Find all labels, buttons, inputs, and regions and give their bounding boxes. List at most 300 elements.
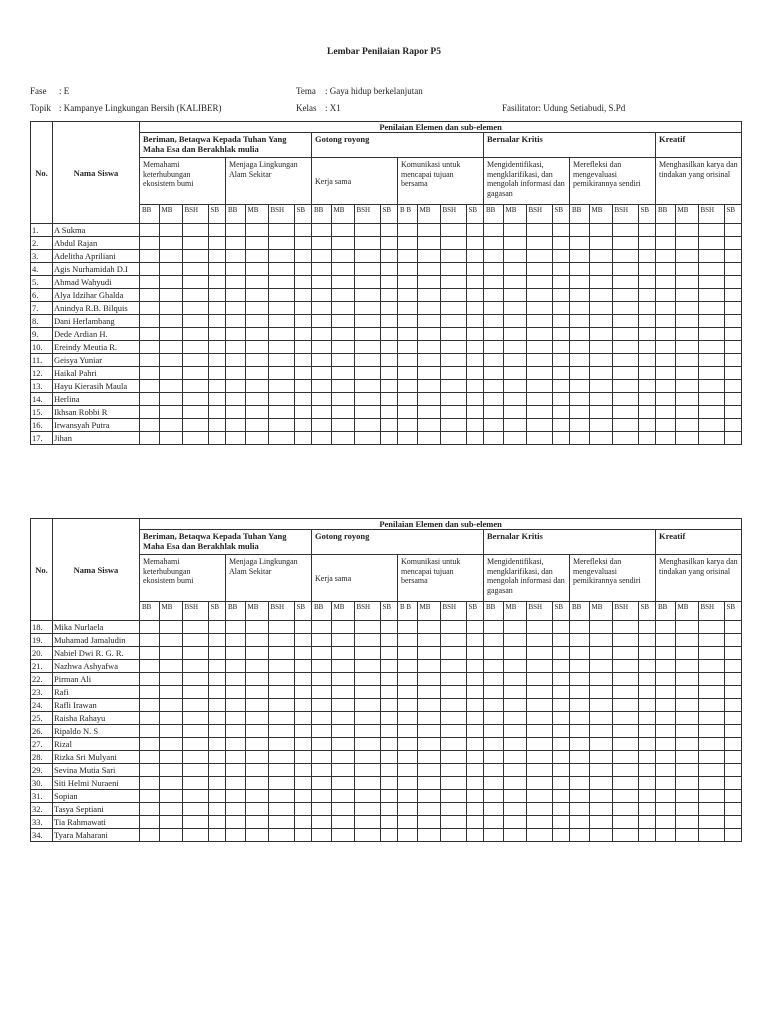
score-cell[interactable] [140, 712, 160, 725]
score-cell[interactable] [724, 289, 742, 302]
score-cell[interactable] [656, 777, 676, 790]
score-cell[interactable] [140, 816, 160, 829]
score-cell[interactable] [331, 419, 354, 432]
score-cell[interactable] [182, 237, 208, 250]
score-cell[interactable] [398, 634, 418, 647]
score-cell[interactable] [182, 432, 208, 445]
score-cell[interactable] [526, 289, 552, 302]
score-cell[interactable] [698, 406, 724, 419]
score-cell[interactable] [354, 725, 380, 738]
score-cell[interactable] [589, 712, 612, 725]
score-cell[interactable] [268, 725, 294, 738]
score-cell[interactable] [552, 380, 570, 393]
score-cell[interactable] [589, 302, 612, 315]
score-cell[interactable] [638, 816, 656, 829]
score-cell[interactable] [140, 276, 160, 289]
score-cell[interactable] [294, 237, 312, 250]
score-cell[interactable] [724, 237, 742, 250]
score-cell[interactable] [354, 790, 380, 803]
score-cell[interactable] [503, 712, 526, 725]
score-cell[interactable] [159, 699, 182, 712]
score-cell[interactable] [208, 751, 226, 764]
score-cell[interactable] [638, 738, 656, 751]
score-cell[interactable] [398, 328, 418, 341]
score-cell[interactable] [159, 686, 182, 699]
score-cell[interactable] [675, 367, 698, 380]
score-cell[interactable] [638, 751, 656, 764]
score-cell[interactable] [182, 315, 208, 328]
score-cell[interactable] [589, 803, 612, 816]
score-cell[interactable] [398, 419, 418, 432]
score-cell[interactable] [484, 751, 504, 764]
score-cell[interactable] [294, 634, 312, 647]
score-cell[interactable] [417, 660, 440, 673]
score-cell[interactable] [331, 315, 354, 328]
score-cell[interactable] [417, 712, 440, 725]
score-cell[interactable] [612, 673, 638, 686]
score-cell[interactable] [159, 751, 182, 764]
score-cell[interactable] [503, 738, 526, 751]
score-cell[interactable] [331, 790, 354, 803]
score-cell[interactable] [294, 328, 312, 341]
score-cell[interactable] [656, 315, 676, 328]
score-cell[interactable] [570, 263, 590, 276]
score-cell[interactable] [268, 738, 294, 751]
score-cell[interactable] [484, 621, 504, 634]
score-cell[interactable] [380, 699, 398, 712]
score-cell[interactable] [440, 302, 466, 315]
score-cell[interactable] [724, 354, 742, 367]
score-cell[interactable] [159, 790, 182, 803]
score-cell[interactable] [698, 673, 724, 686]
score-cell[interactable] [570, 634, 590, 647]
score-cell[interactable] [570, 419, 590, 432]
score-cell[interactable] [552, 764, 570, 777]
score-cell[interactable] [398, 380, 418, 393]
score-cell[interactable] [245, 660, 268, 673]
score-cell[interactable] [417, 790, 440, 803]
score-cell[interactable] [331, 367, 354, 380]
score-cell[interactable] [698, 276, 724, 289]
score-cell[interactable] [612, 276, 638, 289]
score-cell[interactable] [503, 328, 526, 341]
score-cell[interactable] [484, 816, 504, 829]
score-cell[interactable] [140, 432, 160, 445]
score-cell[interactable] [589, 764, 612, 777]
score-cell[interactable] [208, 816, 226, 829]
score-cell[interactable] [503, 790, 526, 803]
score-cell[interactable] [268, 751, 294, 764]
score-cell[interactable] [268, 419, 294, 432]
score-cell[interactable] [656, 289, 676, 302]
score-cell[interactable] [140, 315, 160, 328]
score-cell[interactable] [182, 725, 208, 738]
score-cell[interactable] [466, 777, 484, 790]
score-cell[interactable] [724, 302, 742, 315]
score-cell[interactable] [331, 673, 354, 686]
score-cell[interactable] [484, 712, 504, 725]
score-cell[interactable] [417, 224, 440, 237]
score-cell[interactable] [466, 790, 484, 803]
score-cell[interactable] [656, 621, 676, 634]
score-cell[interactable] [312, 777, 332, 790]
score-cell[interactable] [312, 725, 332, 738]
score-cell[interactable] [331, 764, 354, 777]
score-cell[interactable] [268, 816, 294, 829]
score-cell[interactable] [675, 712, 698, 725]
score-cell[interactable] [675, 289, 698, 302]
score-cell[interactable] [612, 315, 638, 328]
score-cell[interactable] [589, 751, 612, 764]
score-cell[interactable] [552, 315, 570, 328]
score-cell[interactable] [294, 764, 312, 777]
score-cell[interactable] [503, 816, 526, 829]
score-cell[interactable] [440, 289, 466, 302]
score-cell[interactable] [656, 829, 676, 842]
score-cell[interactable] [638, 634, 656, 647]
score-cell[interactable] [466, 393, 484, 406]
score-cell[interactable] [354, 829, 380, 842]
score-cell[interactable] [484, 829, 504, 842]
score-cell[interactable] [331, 328, 354, 341]
score-cell[interactable] [312, 751, 332, 764]
score-cell[interactable] [466, 354, 484, 367]
score-cell[interactable] [698, 621, 724, 634]
score-cell[interactable] [208, 647, 226, 660]
score-cell[interactable] [354, 276, 380, 289]
score-cell[interactable] [294, 393, 312, 406]
score-cell[interactable] [440, 250, 466, 263]
score-cell[interactable] [656, 380, 676, 393]
score-cell[interactable] [589, 315, 612, 328]
score-cell[interactable] [140, 263, 160, 276]
score-cell[interactable] [675, 725, 698, 738]
score-cell[interactable] [589, 263, 612, 276]
score-cell[interactable] [675, 621, 698, 634]
score-cell[interactable] [226, 354, 246, 367]
score-cell[interactable] [398, 647, 418, 660]
score-cell[interactable] [570, 237, 590, 250]
score-cell[interactable] [503, 647, 526, 660]
score-cell[interactable] [182, 777, 208, 790]
score-cell[interactable] [484, 777, 504, 790]
score-cell[interactable] [398, 354, 418, 367]
score-cell[interactable] [656, 393, 676, 406]
score-cell[interactable] [398, 673, 418, 686]
score-cell[interactable] [208, 367, 226, 380]
score-cell[interactable] [552, 647, 570, 660]
score-cell[interactable] [208, 419, 226, 432]
score-cell[interactable] [331, 712, 354, 725]
score-cell[interactable] [503, 367, 526, 380]
score-cell[interactable] [675, 660, 698, 673]
score-cell[interactable] [398, 712, 418, 725]
score-cell[interactable] [294, 432, 312, 445]
score-cell[interactable] [140, 699, 160, 712]
score-cell[interactable] [417, 237, 440, 250]
score-cell[interactable] [612, 686, 638, 699]
score-cell[interactable] [675, 315, 698, 328]
score-cell[interactable] [466, 419, 484, 432]
score-cell[interactable] [484, 419, 504, 432]
score-cell[interactable] [675, 634, 698, 647]
score-cell[interactable] [417, 393, 440, 406]
score-cell[interactable] [526, 712, 552, 725]
score-cell[interactable] [354, 699, 380, 712]
score-cell[interactable] [589, 432, 612, 445]
score-cell[interactable] [570, 647, 590, 660]
score-cell[interactable] [417, 673, 440, 686]
score-cell[interactable] [208, 621, 226, 634]
score-cell[interactable] [612, 738, 638, 751]
score-cell[interactable] [675, 790, 698, 803]
score-cell[interactable] [638, 315, 656, 328]
score-cell[interactable] [440, 406, 466, 419]
score-cell[interactable] [440, 712, 466, 725]
score-cell[interactable] [245, 406, 268, 419]
score-cell[interactable] [612, 725, 638, 738]
score-cell[interactable] [466, 829, 484, 842]
score-cell[interactable] [417, 315, 440, 328]
score-cell[interactable] [208, 237, 226, 250]
score-cell[interactable] [552, 341, 570, 354]
score-cell[interactable] [484, 289, 504, 302]
score-cell[interactable] [724, 276, 742, 289]
score-cell[interactable] [440, 738, 466, 751]
score-cell[interactable] [159, 289, 182, 302]
score-cell[interactable] [182, 393, 208, 406]
score-cell[interactable] [182, 738, 208, 751]
score-cell[interactable] [503, 725, 526, 738]
score-cell[interactable] [182, 816, 208, 829]
score-cell[interactable] [268, 673, 294, 686]
score-cell[interactable] [552, 699, 570, 712]
score-cell[interactable] [724, 634, 742, 647]
score-cell[interactable] [226, 367, 246, 380]
score-cell[interactable] [268, 699, 294, 712]
score-cell[interactable] [182, 829, 208, 842]
score-cell[interactable] [245, 803, 268, 816]
score-cell[interactable] [484, 250, 504, 263]
score-cell[interactable] [698, 829, 724, 842]
score-cell[interactable] [159, 315, 182, 328]
score-cell[interactable] [724, 393, 742, 406]
score-cell[interactable] [638, 367, 656, 380]
score-cell[interactable] [526, 686, 552, 699]
score-cell[interactable] [698, 328, 724, 341]
score-cell[interactable] [208, 432, 226, 445]
score-cell[interactable] [552, 686, 570, 699]
score-cell[interactable] [675, 328, 698, 341]
score-cell[interactable] [380, 764, 398, 777]
score-cell[interactable] [503, 660, 526, 673]
score-cell[interactable] [354, 686, 380, 699]
score-cell[interactable] [466, 634, 484, 647]
score-cell[interactable] [226, 276, 246, 289]
score-cell[interactable] [294, 660, 312, 673]
score-cell[interactable] [675, 276, 698, 289]
score-cell[interactable] [589, 354, 612, 367]
score-cell[interactable] [724, 432, 742, 445]
score-cell[interactable] [484, 647, 504, 660]
score-cell[interactable] [698, 634, 724, 647]
score-cell[interactable] [140, 367, 160, 380]
score-cell[interactable] [440, 803, 466, 816]
score-cell[interactable] [612, 367, 638, 380]
score-cell[interactable] [208, 725, 226, 738]
score-cell[interactable] [612, 341, 638, 354]
score-cell[interactable] [612, 289, 638, 302]
score-cell[interactable] [503, 751, 526, 764]
score-cell[interactable] [354, 621, 380, 634]
score-cell[interactable] [440, 816, 466, 829]
score-cell[interactable] [698, 315, 724, 328]
score-cell[interactable] [312, 764, 332, 777]
score-cell[interactable] [638, 725, 656, 738]
score-cell[interactable] [268, 276, 294, 289]
score-cell[interactable] [503, 777, 526, 790]
score-cell[interactable] [312, 699, 332, 712]
score-cell[interactable] [503, 315, 526, 328]
score-cell[interactable] [589, 686, 612, 699]
score-cell[interactable] [612, 829, 638, 842]
score-cell[interactable] [417, 647, 440, 660]
score-cell[interactable] [589, 725, 612, 738]
score-cell[interactable] [354, 647, 380, 660]
score-cell[interactable] [226, 777, 246, 790]
score-cell[interactable] [398, 302, 418, 315]
score-cell[interactable] [398, 432, 418, 445]
score-cell[interactable] [656, 328, 676, 341]
score-cell[interactable] [503, 634, 526, 647]
score-cell[interactable] [612, 354, 638, 367]
score-cell[interactable] [656, 419, 676, 432]
score-cell[interactable] [698, 302, 724, 315]
score-cell[interactable] [208, 302, 226, 315]
score-cell[interactable] [656, 816, 676, 829]
score-cell[interactable] [380, 328, 398, 341]
score-cell[interactable] [245, 712, 268, 725]
score-cell[interactable] [552, 777, 570, 790]
score-cell[interactable] [140, 289, 160, 302]
score-cell[interactable] [159, 263, 182, 276]
score-cell[interactable] [638, 803, 656, 816]
score-cell[interactable] [182, 699, 208, 712]
score-cell[interactable] [526, 367, 552, 380]
score-cell[interactable] [466, 341, 484, 354]
score-cell[interactable] [245, 777, 268, 790]
score-cell[interactable] [440, 751, 466, 764]
score-cell[interactable] [226, 250, 246, 263]
score-cell[interactable] [570, 393, 590, 406]
score-cell[interactable] [294, 380, 312, 393]
score-cell[interactable] [526, 302, 552, 315]
score-cell[interactable] [570, 328, 590, 341]
score-cell[interactable] [417, 250, 440, 263]
score-cell[interactable] [612, 699, 638, 712]
score-cell[interactable] [245, 263, 268, 276]
score-cell[interactable] [724, 367, 742, 380]
score-cell[interactable] [656, 686, 676, 699]
score-cell[interactable] [675, 406, 698, 419]
score-cell[interactable] [484, 302, 504, 315]
score-cell[interactable] [440, 393, 466, 406]
score-cell[interactable] [440, 699, 466, 712]
score-cell[interactable] [656, 406, 676, 419]
score-cell[interactable] [503, 803, 526, 816]
score-cell[interactable] [354, 393, 380, 406]
score-cell[interactable] [724, 738, 742, 751]
score-cell[interactable] [589, 367, 612, 380]
score-cell[interactable] [484, 367, 504, 380]
score-cell[interactable] [612, 237, 638, 250]
score-cell[interactable] [675, 803, 698, 816]
score-cell[interactable] [294, 816, 312, 829]
score-cell[interactable] [182, 406, 208, 419]
score-cell[interactable] [268, 393, 294, 406]
score-cell[interactable] [354, 237, 380, 250]
score-cell[interactable] [159, 777, 182, 790]
score-cell[interactable] [268, 790, 294, 803]
score-cell[interactable] [724, 790, 742, 803]
score-cell[interactable] [182, 263, 208, 276]
score-cell[interactable] [312, 686, 332, 699]
score-cell[interactable] [331, 250, 354, 263]
score-cell[interactable] [245, 673, 268, 686]
score-cell[interactable] [182, 380, 208, 393]
score-cell[interactable] [638, 764, 656, 777]
score-cell[interactable] [675, 302, 698, 315]
score-cell[interactable] [354, 315, 380, 328]
score-cell[interactable] [226, 647, 246, 660]
score-cell[interactable] [466, 751, 484, 764]
score-cell[interactable] [245, 250, 268, 263]
score-cell[interactable] [226, 621, 246, 634]
score-cell[interactable] [294, 367, 312, 380]
score-cell[interactable] [589, 621, 612, 634]
score-cell[interactable] [698, 367, 724, 380]
score-cell[interactable] [312, 660, 332, 673]
score-cell[interactable] [698, 263, 724, 276]
score-cell[interactable] [526, 224, 552, 237]
score-cell[interactable] [638, 276, 656, 289]
score-cell[interactable] [570, 432, 590, 445]
score-cell[interactable] [724, 686, 742, 699]
score-cell[interactable] [159, 660, 182, 673]
score-cell[interactable] [331, 634, 354, 647]
score-cell[interactable] [589, 790, 612, 803]
score-cell[interactable] [226, 764, 246, 777]
score-cell[interactable] [484, 634, 504, 647]
score-cell[interactable] [589, 250, 612, 263]
score-cell[interactable] [466, 250, 484, 263]
score-cell[interactable] [226, 699, 246, 712]
score-cell[interactable] [466, 289, 484, 302]
score-cell[interactable] [698, 341, 724, 354]
score-cell[interactable] [312, 380, 332, 393]
score-cell[interactable] [331, 725, 354, 738]
score-cell[interactable] [440, 634, 466, 647]
score-cell[interactable] [440, 341, 466, 354]
score-cell[interactable] [656, 699, 676, 712]
score-cell[interactable] [159, 276, 182, 289]
score-cell[interactable] [656, 224, 676, 237]
score-cell[interactable] [226, 829, 246, 842]
score-cell[interactable] [159, 725, 182, 738]
score-cell[interactable] [612, 634, 638, 647]
score-cell[interactable] [526, 393, 552, 406]
score-cell[interactable] [417, 302, 440, 315]
